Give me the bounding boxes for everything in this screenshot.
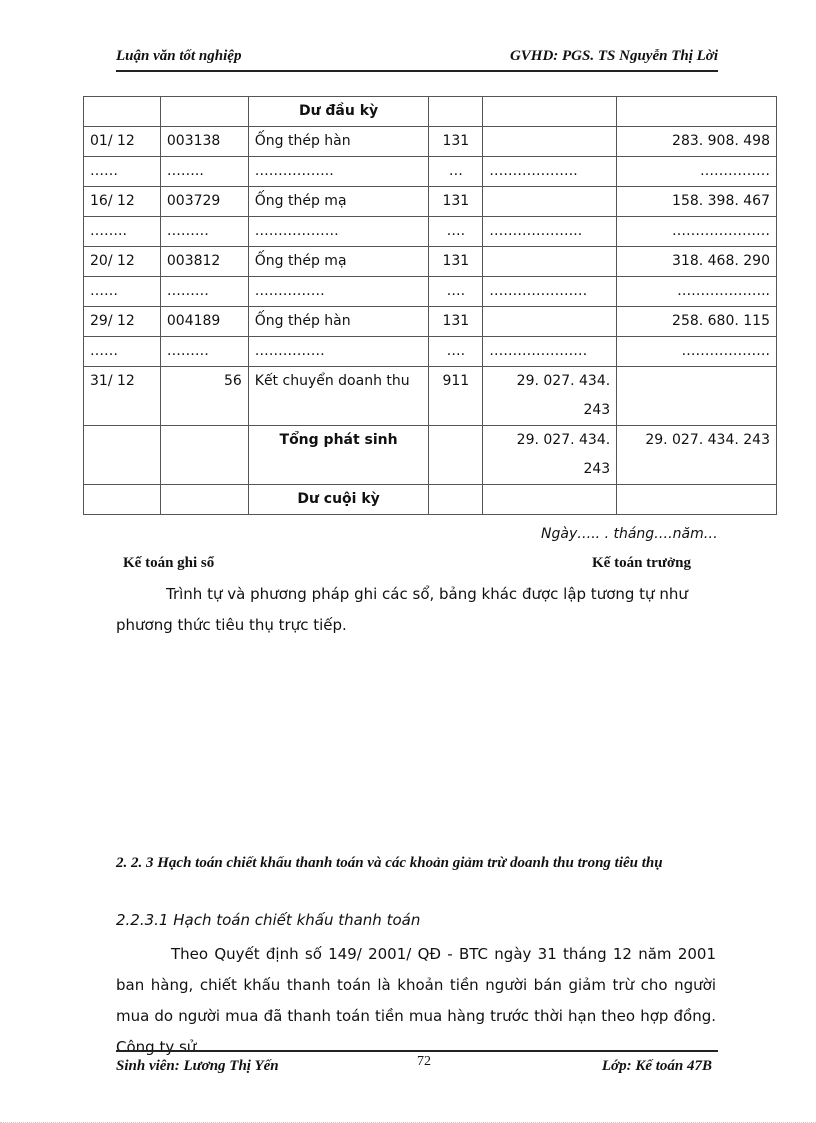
ledger-cell: …. bbox=[429, 217, 483, 247]
ledger-cell bbox=[160, 97, 248, 127]
ledger-cell bbox=[617, 485, 777, 515]
ledger-cell bbox=[429, 426, 483, 485]
ledger-row bbox=[84, 485, 777, 515]
ledger-cell: 003138 bbox=[160, 127, 248, 157]
ledger-cell: …………….. bbox=[248, 157, 429, 187]
ledger-row bbox=[84, 367, 777, 426]
ledger-cell: ……………… bbox=[248, 217, 429, 247]
subsection-title: 2.2.3.1 Hạch toán chiết khấu thanh toán bbox=[116, 911, 421, 929]
ledger-cell: 003812 bbox=[160, 247, 248, 277]
ledger-cell: 131 bbox=[429, 187, 483, 217]
page-number: 72 bbox=[417, 1054, 431, 1069]
ledger-body bbox=[84, 97, 777, 515]
ledger-row bbox=[84, 217, 777, 247]
ledger-cell: 16/ 12 bbox=[84, 187, 161, 217]
ledger-row bbox=[84, 187, 777, 217]
ledger-cell bbox=[483, 307, 617, 337]
ledger-cell bbox=[617, 97, 777, 127]
ledger-cell: …………… bbox=[248, 337, 429, 367]
ledger-cell bbox=[160, 485, 248, 515]
ledger-cell: 29/ 12 bbox=[84, 307, 161, 337]
ledger-cell: ……… bbox=[160, 277, 248, 307]
date-line: Ngày….. . tháng….năm… bbox=[541, 526, 718, 542]
ledger-cell: Dư cuội kỳ bbox=[248, 485, 429, 515]
ledger-cell: 29. 027. 434. 243 bbox=[617, 426, 777, 485]
ledger-cell: 131 bbox=[429, 247, 483, 277]
footer-class: Lớp: Kế toán 47B bbox=[601, 1058, 712, 1074]
ledger-cell: …. bbox=[429, 337, 483, 367]
ledger-row bbox=[84, 127, 777, 157]
ledger-cell bbox=[160, 426, 248, 485]
ledger-cell bbox=[483, 485, 617, 515]
ledger-cell: ………………… bbox=[483, 277, 617, 307]
ledger-cell: 003729 bbox=[160, 187, 248, 217]
ledger-cell: …….. bbox=[160, 157, 248, 187]
ledger-cell bbox=[84, 426, 161, 485]
ledger-cell: …… bbox=[84, 337, 161, 367]
ledger-cell: ……………….. bbox=[617, 277, 777, 307]
ledger-cell: 131 bbox=[429, 307, 483, 337]
ledger-row bbox=[84, 426, 777, 485]
header-left: Luận văn tốt nghiệp bbox=[116, 48, 242, 64]
ledger-row bbox=[84, 307, 777, 337]
ledger-cell bbox=[483, 97, 617, 127]
ledger-cell: Ống thép hàn bbox=[248, 307, 429, 337]
ledger-cell: 20/ 12 bbox=[84, 247, 161, 277]
ledger-row bbox=[84, 337, 777, 367]
ledger-cell: ………………… bbox=[617, 217, 777, 247]
paragraph-2: Theo Quyết định số 149/ 2001/ QĐ - BTC ngày 31 tháng 12 năm 2001 ban hàng, chiết khấu thanh toán là khoản tiền người bán giảm trừ cho người mua do người mua đã thanh toán tiền mua hàng trước thời hạn theo hợp đồng. Công ty sử bbox=[116, 945, 716, 1056]
ledger-cell: 004189 bbox=[160, 307, 248, 337]
ledger-cell: ………………. bbox=[483, 157, 617, 187]
ledger-cell: 131 bbox=[429, 127, 483, 157]
ledger-cell: 01/ 12 bbox=[84, 127, 161, 157]
ledger-cell: …….. bbox=[84, 217, 161, 247]
ledger-cell: ……………….. bbox=[483, 217, 617, 247]
ledger-cell: ………………… bbox=[483, 337, 617, 367]
header-right: GVHD: PGS. TS Nguyễn Thị Lời bbox=[509, 48, 718, 64]
ledger-cell: Ống thép hàn bbox=[248, 127, 429, 157]
ledger-table bbox=[83, 96, 777, 515]
ledger-row bbox=[84, 157, 777, 187]
ledger-cell: Ống thép mạ bbox=[248, 247, 429, 277]
ledger-cell: 31/ 12 bbox=[84, 367, 161, 426]
ledger-cell bbox=[483, 127, 617, 157]
ledger-cell: Dư đầu kỳ bbox=[248, 97, 429, 127]
ledger-cell bbox=[429, 485, 483, 515]
section-title: 2. 2. 3 Hạch toán chiết khấu thanh toán và các khoản giảm trừ doanh thu trong tiêu thụ bbox=[116, 855, 663, 871]
ledger-cell: ………………. bbox=[617, 337, 777, 367]
ledger-cell: …… bbox=[84, 157, 161, 187]
ledger-cell bbox=[84, 485, 161, 515]
ledger-cell bbox=[483, 187, 617, 217]
ledger-cell: 158. 398. 467 bbox=[617, 187, 777, 217]
ledger-cell: 29. 027. 434. 243 bbox=[483, 426, 617, 485]
ledger-cell: 56 bbox=[160, 367, 248, 426]
footer-student: Sinh viên: Lương Thị Yến bbox=[116, 1058, 279, 1074]
ledger-cell bbox=[483, 247, 617, 277]
signature-accountant: Kế toán ghi sổ bbox=[123, 555, 215, 571]
ledger-cell: … bbox=[429, 157, 483, 187]
page-footer bbox=[116, 1050, 718, 1082]
ledger-cell: 911 bbox=[429, 367, 483, 426]
page-header bbox=[116, 48, 718, 72]
ledger-cell: …. bbox=[429, 277, 483, 307]
ledger-row bbox=[84, 97, 777, 127]
ledger-cell: Kết chuyển doanh thu bbox=[248, 367, 429, 426]
ledger-cell: …… bbox=[84, 277, 161, 307]
paragraph-1: Trình tự và phương pháp ghi các sổ, bảng khác được lập tương tự như phương thức tiêu thụ trực tiếp. bbox=[116, 585, 688, 634]
ledger-cell: 258. 680. 115 bbox=[617, 307, 777, 337]
ledger-cell: …………… bbox=[248, 277, 429, 307]
ledger-cell bbox=[617, 367, 777, 426]
ledger-cell bbox=[84, 97, 161, 127]
ledger-cell: 318. 468. 290 bbox=[617, 247, 777, 277]
ledger-cell: ……… bbox=[160, 217, 248, 247]
ledger-cell: 29. 027. 434. 243 bbox=[483, 367, 617, 426]
ledger-cell: 283. 908. 498 bbox=[617, 127, 777, 157]
ledger-cell: Tổng phát sinh bbox=[248, 426, 429, 485]
ledger-cell: Ống thép mạ bbox=[248, 187, 429, 217]
ledger-cell: ……… bbox=[160, 337, 248, 367]
ledger-cell bbox=[429, 97, 483, 127]
ledger-row bbox=[84, 247, 777, 277]
signature-chief-accountant: Kế toán trưởng bbox=[592, 555, 691, 571]
ledger-cell: …………… bbox=[617, 157, 777, 187]
ledger-row bbox=[84, 277, 777, 307]
